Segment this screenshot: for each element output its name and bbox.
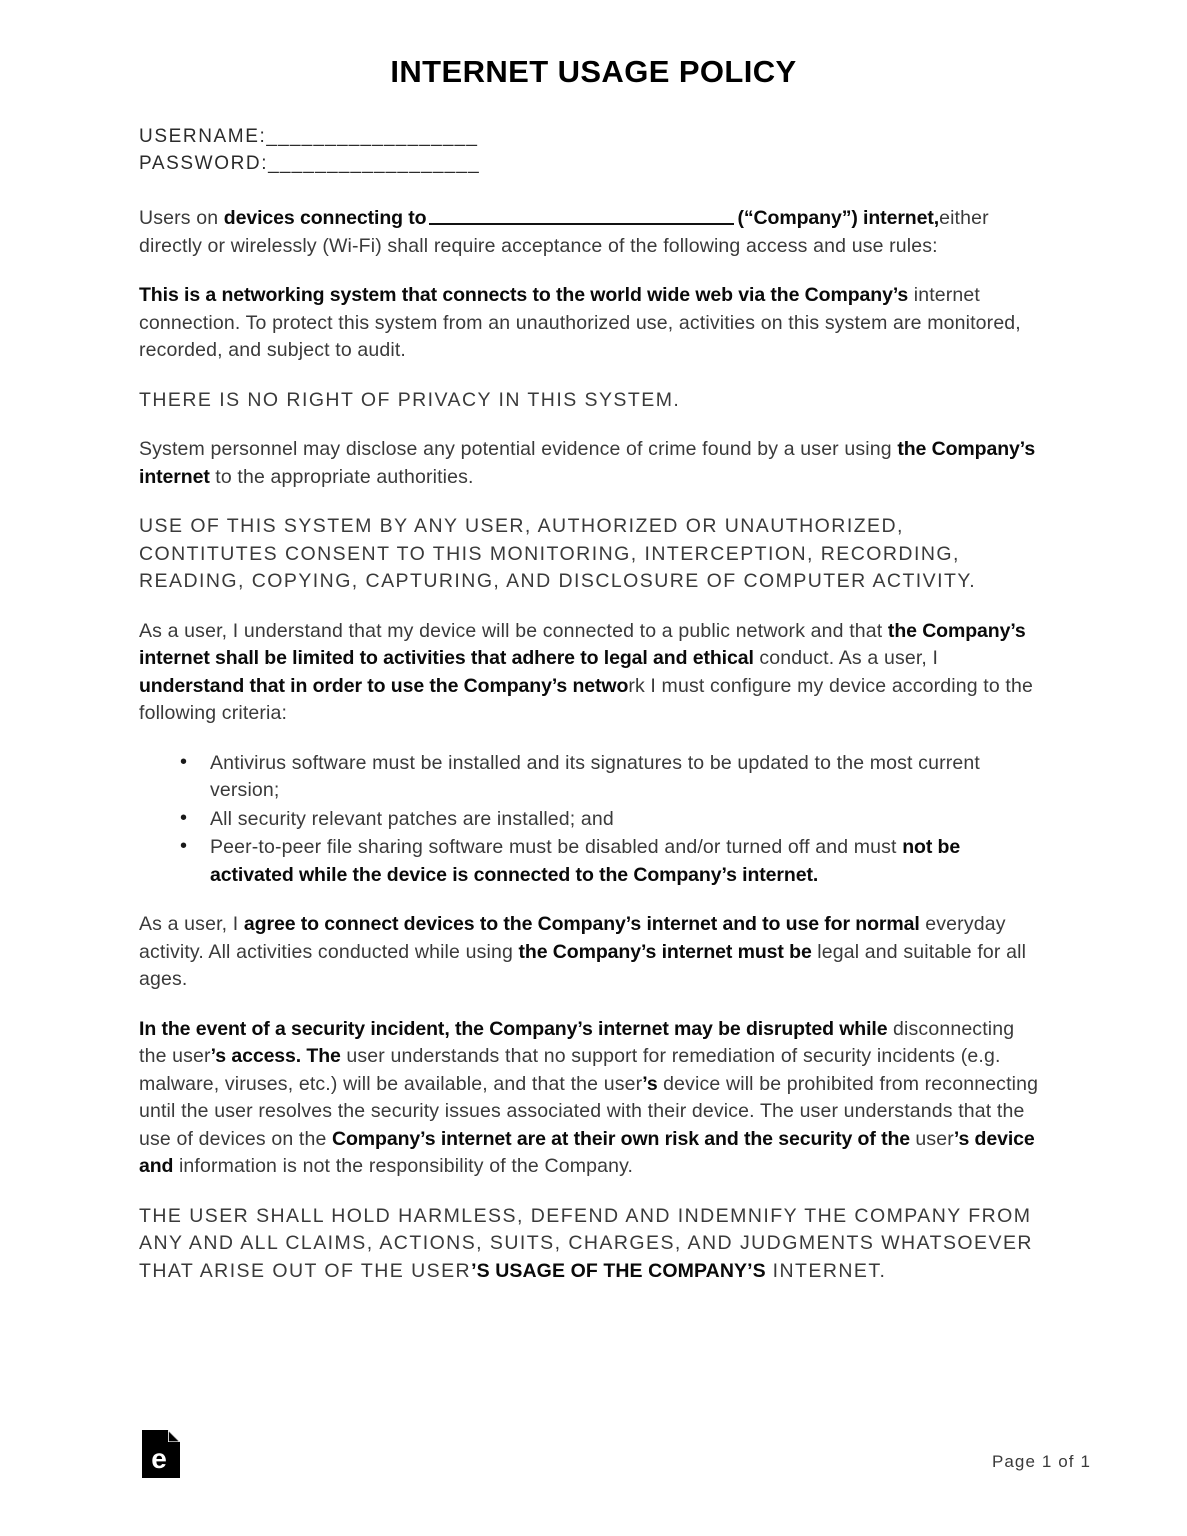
intro-text-1: Users on [139, 207, 224, 229]
intro-text-3: (“Company”) internet, [737, 207, 940, 229]
intro-paragraph [139, 205, 1039, 260]
disclosure-paragraph [139, 436, 1039, 491]
networking-text-1: This is a networking system that connects to the world wide web via the Company’s [139, 284, 909, 306]
normal-use-text-4: the Company’s internet must be [518, 940, 812, 963]
incident-text-5: ’s [642, 1072, 658, 1095]
username-line [139, 123, 1039, 150]
consent-notice-paragraph [139, 513, 1039, 596]
page-footer [139, 1430, 1091, 1488]
password-blank-field[interactable]: __________________ [268, 153, 480, 174]
normal-use-text-2: agree to connect devices to the Company’s internet and to use for normal [243, 913, 920, 935]
password-label: PASSWORD: [139, 153, 269, 174]
criteria-list [139, 750, 1039, 890]
incident-text-3: ’s access. The [210, 1045, 341, 1067]
user-understanding-paragraph [139, 618, 1039, 728]
disclosure-text-3: to the appropriate authorities. [209, 465, 474, 488]
svg-text:e: e [151, 1443, 167, 1474]
understanding-text-5: rk I must configure my device according to the following criteria: [139, 674, 1033, 724]
password-line [139, 150, 1039, 177]
username-label: USERNAME: [139, 126, 267, 147]
eforms-logo-icon [142, 1430, 180, 1478]
incident-text-4: user understands that no support for remediation of security incidents (e.g. malware, viruses, etc.) will be available, and that the user [139, 1045, 1001, 1095]
criteria-text-regular: Antivirus software must be installed and its signatures to be updated to the most current version; [210, 751, 980, 801]
normal-use-text-1: As a user, I [139, 913, 244, 935]
incident-text-8: user [915, 1127, 954, 1150]
networking-paragraph [139, 282, 1039, 365]
indemnity-text-1: THE USER SHALL HOLD HARMLESS, DEFEND AND INDEMNIFY THE COMPANY FROM ANY AND ALL CLAIMS, ACTIONS, SUITS, CHARGES, AND JUDGMENTS WHATSOEVER THAT ARISE OUT OF THE USER [139, 1204, 1033, 1282]
incident-text-9: ’s device and [139, 1127, 1035, 1177]
security-incident-paragraph [139, 1016, 1039, 1181]
normal-use-text-5: legal and suitable for all ages. [139, 940, 1027, 990]
list-item [139, 750, 1039, 805]
understanding-text-4: understand that in order to use the Company’s netwo [139, 674, 629, 697]
list-item [139, 806, 1039, 834]
incident-text-2: disconnecting the user [139, 1017, 1015, 1067]
intro-text-2: devices connecting to [223, 207, 427, 229]
criteria-text-bold: not be activated while the device is connected to the Company’s internet. [210, 836, 961, 886]
criteria-text-regular: Peer-to-peer file sharing software must be disabled and/or turned off and must [210, 836, 903, 858]
understanding-text-1: As a user, I understand that my device will be connected to a public network and that [139, 619, 888, 642]
indemnity-text-2: ’S USAGE OF THE COMPANY’S [471, 1259, 766, 1282]
list-item [139, 834, 1039, 889]
document-body [139, 205, 1039, 1285]
disclosure-text-1: System personnel may disclose any potential evidence of crime found by a user using [139, 438, 898, 460]
indemnity-text-3: INTERNET. [765, 1259, 887, 1282]
normal-use-paragraph [139, 911, 1039, 994]
incident-text-6: device will be prohibited from reconnecting until the user resolves the security issues associated with their device. The user understands that the use of devices on the [139, 1072, 1039, 1150]
understanding-text-3: conduct. As a user, I [753, 647, 939, 669]
page-title: INTERNET USAGE POLICY [390, 54, 797, 89]
credentials-block [139, 123, 1039, 177]
intro-text-4: either directly or wirelessly (Wi-Fi) shall require acceptance of the following access and use rules: [139, 207, 989, 257]
consent-notice-text: USE OF THIS SYSTEM BY ANY USER, AUTHORIZED OR UNAUTHORIZED, CONTITUTES CONSENT TO THIS MONITORING, INTERCEPTION, RECORDING, READING, COPYING, CAPTURING, AND DISCLOSURE OF COMPUTER ACTIVITY. [139, 515, 977, 592]
indemnity-paragraph [139, 1203, 1039, 1286]
incident-text-1: In the event of a security incident, the Company’s internet may be disrupted while [139, 1017, 888, 1040]
networking-text-2: internet connection. To protect this system from an unauthorized use, activities on this system are monitored, recorded, and subject to audit. [139, 284, 1021, 361]
incident-text-7: Company’s internet are at their own risk and the security of the [332, 1127, 916, 1150]
incident-text-10: information is not the responsibility of the Company. [173, 1155, 634, 1177]
company-name-blank-field[interactable] [429, 208, 734, 225]
normal-use-text-3: everyday activity. All activities conducted while using [139, 913, 1006, 963]
username-blank-field[interactable]: __________________ [266, 126, 479, 147]
privacy-notice-paragraph [139, 387, 1039, 415]
disclosure-text-2: the Company’s internet [139, 438, 1036, 488]
page-number: Page 1 of 1 [991, 1452, 1091, 1471]
privacy-notice-text: THERE IS NO RIGHT OF PRIVACY IN THIS SYSTEM. [139, 388, 681, 411]
understanding-text-2: the Company’s internet shall be limited to activities that adhere to legal and ethical [139, 619, 1026, 669]
criteria-text-regular: All security relevant patches are installed; and [210, 807, 614, 830]
